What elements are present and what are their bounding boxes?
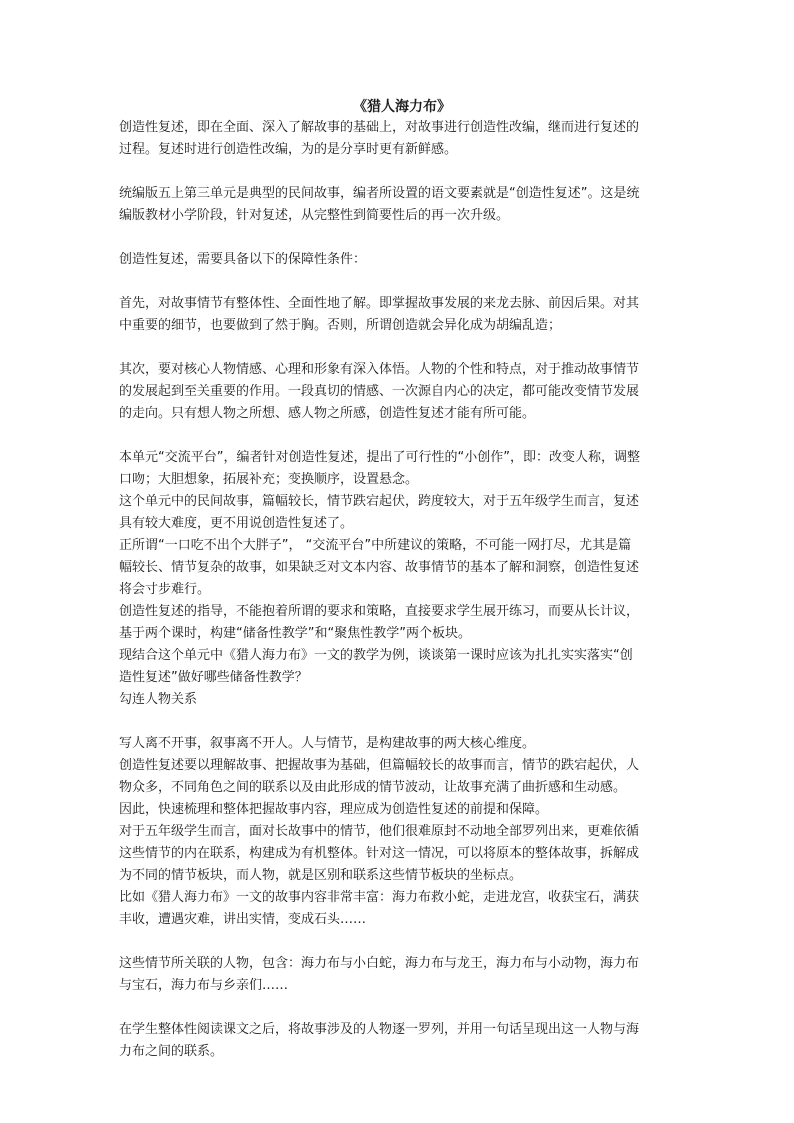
text-line: 创造性复述，即在全面、深入了解故事的基础上，对故事进行创造性改编，继而进行复述的 xyxy=(119,120,640,135)
text-line: 力布之间的联系。 xyxy=(119,1044,224,1059)
text-line: 物众多，不同角色之间的联系以及由此形成的情节波动，让故事充满了曲折感和生动感。 xyxy=(119,780,627,795)
text-line: 比如《猎人海力布》一文的故事内容非常丰富：海力布救小蛇，走进龙宫，收获宝石，满获 xyxy=(119,890,640,905)
text-line: 的走向。只有想人物之所想、感人物之所感，创造性复述才能有所可能。 xyxy=(119,406,536,421)
text-line: 中重要的细节，也要做到了然于胸。否则，所谓创造就会异化成为胡编乱造； xyxy=(119,318,562,333)
text-line: 这些情节的内在联系，构建成为有机整体。针对这一情况，可以将原本的整体故事，拆解成 xyxy=(119,846,640,861)
text-line: 编版教材小学阶段，针对复述，从完整性到简要性后的再一次升级。 xyxy=(119,208,510,223)
text-line: 因此，快速梳理和整体把握故事内容，理应成为创造性复述的前提和保障。 xyxy=(119,802,549,817)
text-line: 创造性复述，需要具备以下的保障性条件： xyxy=(119,252,367,267)
text-line: 的发展起到至关重要的作用。一段真切的情感、一次源自内心的决定，都可能改变情节发展 xyxy=(119,384,640,399)
text-line: 过程。复述时进行创造性改编，为的是分享时更有新鲜感。 xyxy=(119,142,458,157)
text-line: 正所谓“一口吃不出个大胖子”， “交流平台”中所建议的策略，不可能一网打尽，尤其是篇 xyxy=(119,538,632,553)
text-line: 为不同的情节板块，而人物，就是区别和联系这些情节板块的坐标点。 xyxy=(119,868,523,883)
text-line: 其次，要对核心人物情感、心理和形象有深入体悟。人物的个性和特点，对于推动故事情节 xyxy=(119,362,640,377)
text-line: 这些情节所关联的人物，包含：海力布与小白蛇，海力布与龙王，海力布与小动物，海力布 xyxy=(119,956,640,971)
text-line: 本单元“交流平台”，编者针对创造性复述，提出了可行性的“小创作”，即：改变人称，调整 xyxy=(119,450,640,465)
paragraph-gap xyxy=(119,161,685,183)
text-line: 勾连人物关系 xyxy=(119,692,198,707)
document-page xyxy=(119,97,685,1063)
text-line: 现结合这个单元中《猎人海力布》一文的教学为例，谈谈第一课时应该为扎扎实实落实“创 xyxy=(119,648,633,663)
paragraph-gap xyxy=(119,425,685,447)
text-line: 口吻；大胆想象，拓展补充；变换顺序，设置悬念。 xyxy=(119,472,419,487)
paragraph-gap xyxy=(119,337,685,359)
paragraph-gap xyxy=(119,931,685,953)
document-title: 《猎人海力布》 xyxy=(353,99,451,115)
text-line: 幅较长、情节复杂的故事，如果缺乏对文本内容、故事情节的基本了解和洞察，创造性复述 xyxy=(119,560,640,575)
text-line: 写人离不开事，叙事离不开人。人与情节，是构建故事的两大核心维度。 xyxy=(119,736,536,751)
text-line: 造性复述”做好哪些储备性教学？ xyxy=(119,670,308,685)
paragraph-gap xyxy=(119,271,685,293)
paragraph-gap xyxy=(119,711,685,733)
text-line: 创造性复述的指导，不能抱着所谓的要求和策略，直接要求学生展开练习，而要从长计议， xyxy=(119,604,640,619)
text-line: 具有较大难度，更不用说创造性复述了。 xyxy=(119,516,354,531)
text-line: 创造性复述要以理解故事、把握故事为基础，但篇幅较长的故事而言，情节的跌宕起伏，人 xyxy=(119,758,640,773)
text-line: 在学生整体性阅读课文之后，将故事涉及的人物逐一罗列，并用一句话呈现出这一人物与海 xyxy=(119,1022,640,1037)
text-line: 统编版五上第三单元是典型的民间故事，编者所设置的语文要素就是“创造性复述”。这是统 xyxy=(119,186,640,201)
text-line: 这个单元中的民间故事，篇幅较长，情节跌宕起伏，跨度较大，对于五年级学生而言，复述 xyxy=(119,494,640,509)
text-line: 丰收，遭遇灾难，讲出实情，变成石头…… xyxy=(119,912,367,927)
paragraph-gap xyxy=(119,227,685,249)
text-line: 对于五年级学生而言，面对长故事中的情节，他们很难原封不动地全部罗列出来，更难依循 xyxy=(119,824,640,839)
paragraph-gap xyxy=(119,997,685,1019)
text-line: 首先，对故事情节有整体性、全面性地了解。即掌握故事发展的来龙去脉、前因后果。对其 xyxy=(119,296,640,311)
document-body xyxy=(119,117,685,1063)
text-line: 与宝石，海力布与乡亲们…… xyxy=(119,978,289,993)
text-line: 将会寸步难行。 xyxy=(119,582,211,597)
text-line: 基于两个课时，构建“储备性教学”和“聚焦性教学”两个板块。 xyxy=(119,626,471,641)
